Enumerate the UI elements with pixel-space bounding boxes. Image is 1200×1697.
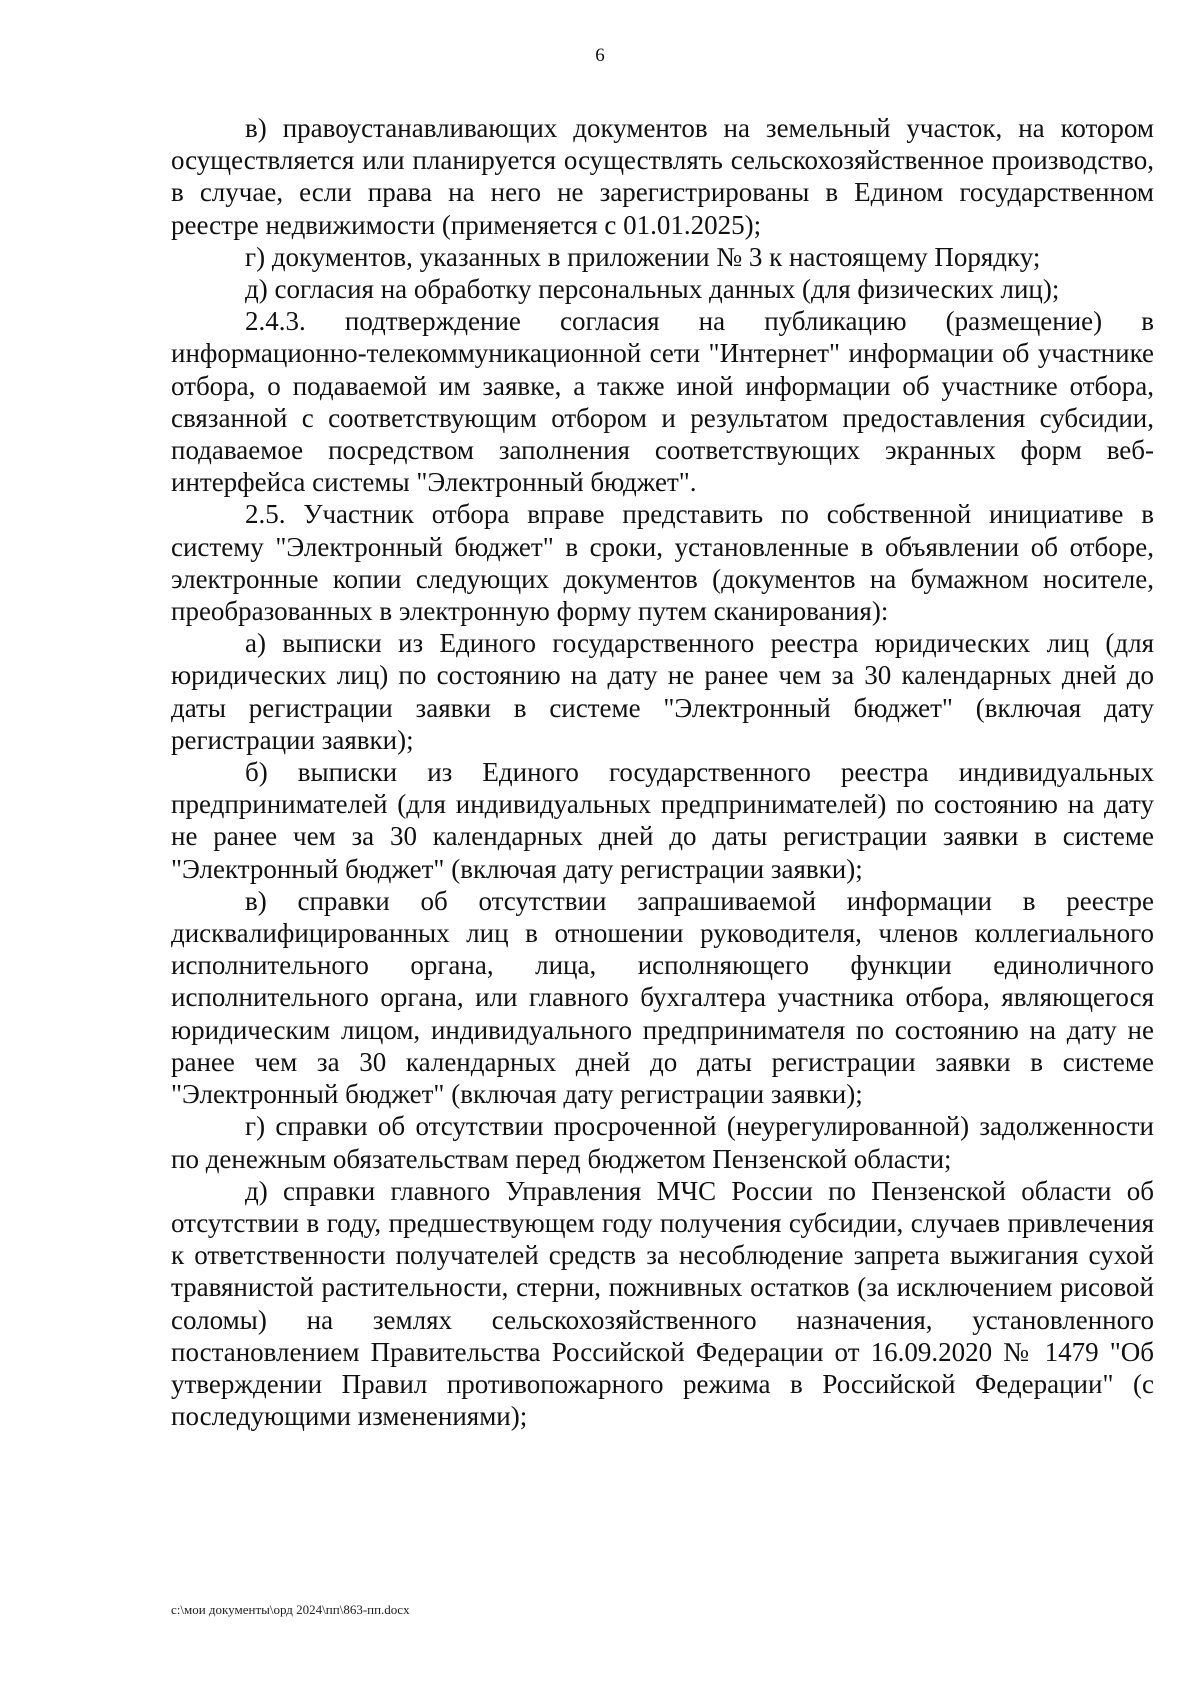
paragraph-2-5-optional-documents: 2.5. Участник отбора вправе представить по собственной инициативе в систему "Электронный бюджет" в сроки, установленные в объявлении об отборе, электронные копии следующих документов (документов на бумажном носителе, преобразованных в электронную форму путем сканирования): [171, 499, 1154, 627]
page-number: 6 [595, 45, 605, 66]
paragraph-v-disqualified-registry: в) справки об отсутствии запрашиваемой информации в реестре дисквалифицированных лиц в отношении руководителя, членов коллегиального исполнительного органа, лица, исполняющего функции единоличного исполнительного органа, или главного бухгалтера участника отбора, являющегося юридическим лицом, индивидуального предпринимателя по состоянию на дату не ранее чем за 30 календарных дней до даты регистрации заявки в системе "Электронный бюджет" (включая дату регистрации заявки); [171, 885, 1154, 1110]
paragraph-a-egrul-extract: а) выписки из Единого государственного реестра юридических лиц (для юридических лиц) по состоянию на дату не ранее чем за 30 календарных дней до даты регистрации заявки в системе "Электронный бюджет" (включая дату регистрации заявки); [171, 628, 1154, 755]
paragraph-g-appendix-documents: г) документов, указанных в приложении № 3 к настоящему Порядку; [245, 241, 1041, 272]
paragraph-d-personal-data-consent: д) согласия на обработку персональных данных (для физических лиц); [245, 274, 1060, 305]
paragraph-v-land-documents: в) правоустанавливающих документов на земельный участок, на котором осуществляется или планируется осуществлять сельскохозяйственное производство, в случае, если права на него не зарегистрированы в Едином государственном реестре недвижимости (применяется с 01.01.2025); [171, 113, 1154, 240]
paragraph-b-egrip-extract: б) выписки из Единого государственного реестра индивидуальных предпринимателей (для индивидуальных предпринимателей) по состоянию на дату не ранее чем за 30 календарных дней до даты регистрации заявки в системе "Электронный бюджет" (включая дату регистрации заявки); [171, 757, 1154, 884]
paragraph-2-4-3-publication-consent: 2.4.3. подтверждение согласия на публикацию (размещение) в информационно-телекоммуникационной сети "Интернет" информации об участнике отбора, о подаваемой им заявке, а также иной информации об участнике отбора, связанной с соответствующим отбором и результатом предоставления субсидии, подаваемое посредством заполнения соответствующих экранных форм веб-интерфейса системы "Электронный бюджет". [171, 306, 1154, 498]
paragraph-d-mchs-certificate: д) справки главного Управления МЧС России по Пензенской области об отсутствии в году, предшествующем году получения субсидии, случаев привлечения к ответственности получателей средств за несоблюдение запрета выжигания сухой травянистой растительности, стерни, пожнивных остатков (за исключением рисовой соломы) на землях сельскохозяйственного назначения, установленного постановлением Правительства Российской Федерации от 16.09.2020 № 1479 "Об утверждении Правил противопожарного режима в Российской Федерации" (с последующими изменениями); [171, 1175, 1154, 1432]
footer-file-path: c:\мои документы\орд 2024\пп\863-пп.docx [171, 1602, 410, 1617]
document-body [171, 112, 1154, 1432]
paragraph-g-budget-debt: г) справки об отсутствии просроченной (неурегулированной) задолженности по денежным обязательствам перед бюджетом Пензенской области; [171, 1111, 1154, 1174]
